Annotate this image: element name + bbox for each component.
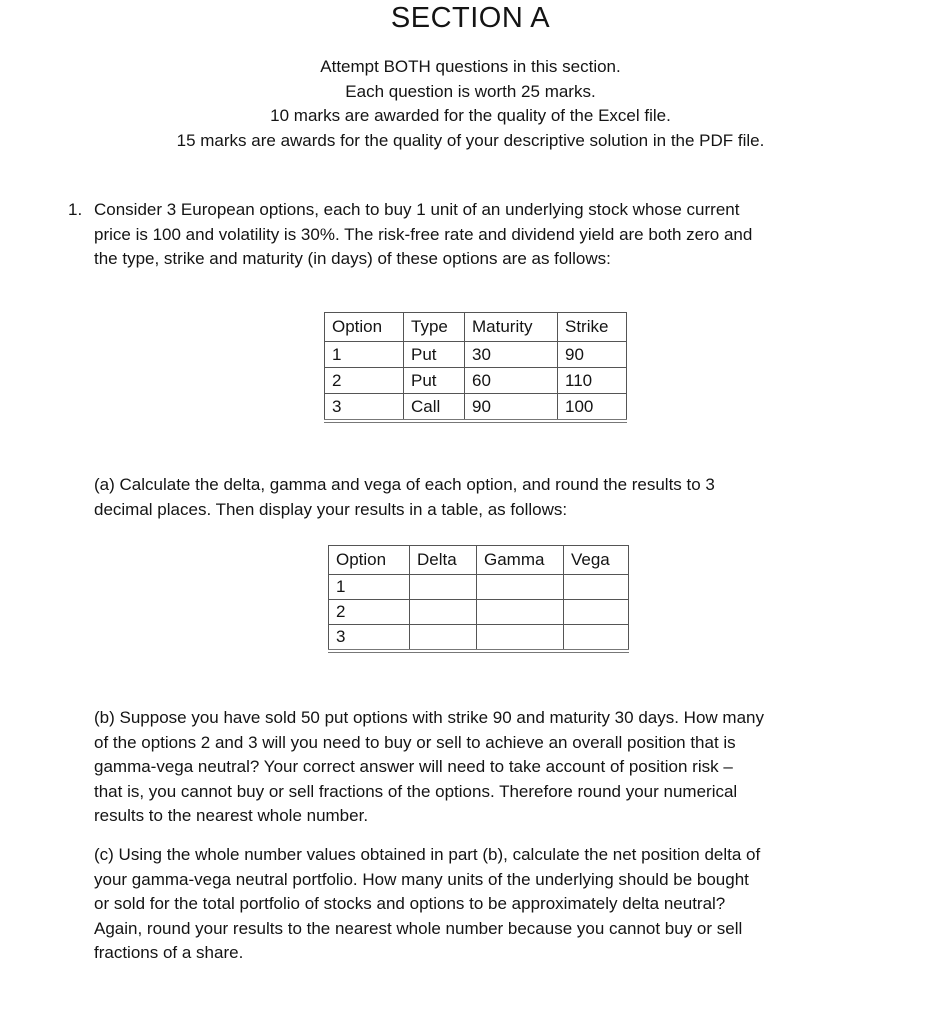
- table-header-row: [325, 313, 627, 342]
- table-cell: [564, 575, 629, 600]
- table-cell: 30: [465, 342, 558, 368]
- table-cell: [564, 600, 629, 625]
- table-cell: 100: [558, 394, 627, 422]
- header-cell: Maturity: [465, 313, 558, 342]
- instruction-line: Each question is worth 25 marks.: [345, 81, 596, 101]
- greeks-table: [328, 545, 629, 653]
- table-cell: 1: [329, 575, 410, 600]
- table-cell: [564, 625, 629, 652]
- part-line: Again, round your results to the nearest whole number because you cannot buy or sell: [94, 918, 743, 938]
- part-line: fractions of a share.: [94, 943, 244, 962]
- header-cell: Strike: [558, 313, 627, 342]
- options-table: [324, 312, 627, 423]
- table-row: [329, 575, 629, 600]
- part-c: [94, 843, 874, 966]
- table-cell: [410, 625, 477, 652]
- part-line: your gamma-vega neutral portfolio. How many units of the underlying should be bought: [94, 869, 749, 889]
- table-cell: 2: [329, 600, 410, 625]
- table-row: [329, 625, 629, 652]
- table-cell: 2: [325, 368, 404, 394]
- header-cell: Type: [404, 313, 465, 342]
- part-line: (c) Using the whole number values obtained in part (b), calculate the net position delta of: [94, 845, 761, 864]
- question-line: Consider 3 European options, each to buy 1 unit of an underlying stock whose current: [94, 200, 740, 219]
- part-line: gamma-vega neutral? Your correct answer will need to take account of position risk –: [94, 757, 733, 776]
- table-row: [325, 368, 627, 394]
- table-row: [329, 600, 629, 625]
- table-cell: 1: [325, 342, 404, 368]
- table-cell: [477, 600, 564, 625]
- header-cell: Vega: [564, 546, 629, 575]
- question-text: [94, 198, 864, 272]
- table-cell: 60: [465, 368, 558, 394]
- header-cell: Delta: [410, 546, 477, 575]
- table-cell: Put: [404, 342, 465, 368]
- part-line: decimal places. Then display your results in a table, as follows:: [94, 499, 568, 519]
- header-cell: Gamma: [477, 546, 564, 575]
- instruction-line: 10 marks are awarded for the quality of the Excel file.: [270, 106, 671, 125]
- table-cell: Put: [404, 368, 465, 394]
- part-line: or sold for the total portfolio of stocks and options to be approximately delta neutral?: [94, 894, 726, 913]
- question-line: the type, strike and maturity (in days) of these options are as follows:: [94, 249, 611, 268]
- question-line: price is 100 and volatility is 30%. The risk-free rate and dividend yield are both zero and: [94, 224, 753, 244]
- table-cell: 90: [558, 342, 627, 368]
- instruction-line: 15 marks are awards for the quality of your descriptive solution in the PDF file.: [176, 130, 765, 150]
- header-cell: Option: [329, 546, 410, 575]
- table-cell: [477, 575, 564, 600]
- table-cell: 3: [329, 625, 410, 652]
- instruction-line: Attempt BOTH questions in this section.: [320, 57, 621, 76]
- table-header-row: [329, 546, 629, 575]
- table-cell: 3: [325, 394, 404, 422]
- table-cell: [477, 625, 564, 652]
- part-line: that is, you cannot buy or sell fractions of the options. Therefore round your numerical: [94, 781, 738, 801]
- part-line: (a) Calculate the delta, gamma and vega of each option, and round the results to 3: [94, 475, 715, 494]
- section-title: SECTION A: [390, 2, 551, 34]
- table-cell: Call: [404, 394, 465, 422]
- part-line: of the options 2 and 3 will you need to buy or sell to achieve an overall position that is: [94, 732, 736, 752]
- table-cell: 90: [465, 394, 558, 422]
- part-a: [94, 473, 874, 522]
- table-cell: [410, 600, 477, 625]
- table-cell: 110: [558, 368, 627, 394]
- instructions: [0, 55, 941, 153]
- part-b: [94, 706, 874, 829]
- table-cell: [410, 575, 477, 600]
- header-cell: Option: [325, 313, 404, 342]
- table-row: [325, 342, 627, 368]
- table-row: [325, 394, 627, 422]
- question-number: 1.: [68, 200, 83, 219]
- part-line: results to the nearest whole number.: [94, 806, 369, 825]
- part-line: (b) Suppose you have sold 50 put options with strike 90 and maturity 30 days. How many: [94, 708, 764, 727]
